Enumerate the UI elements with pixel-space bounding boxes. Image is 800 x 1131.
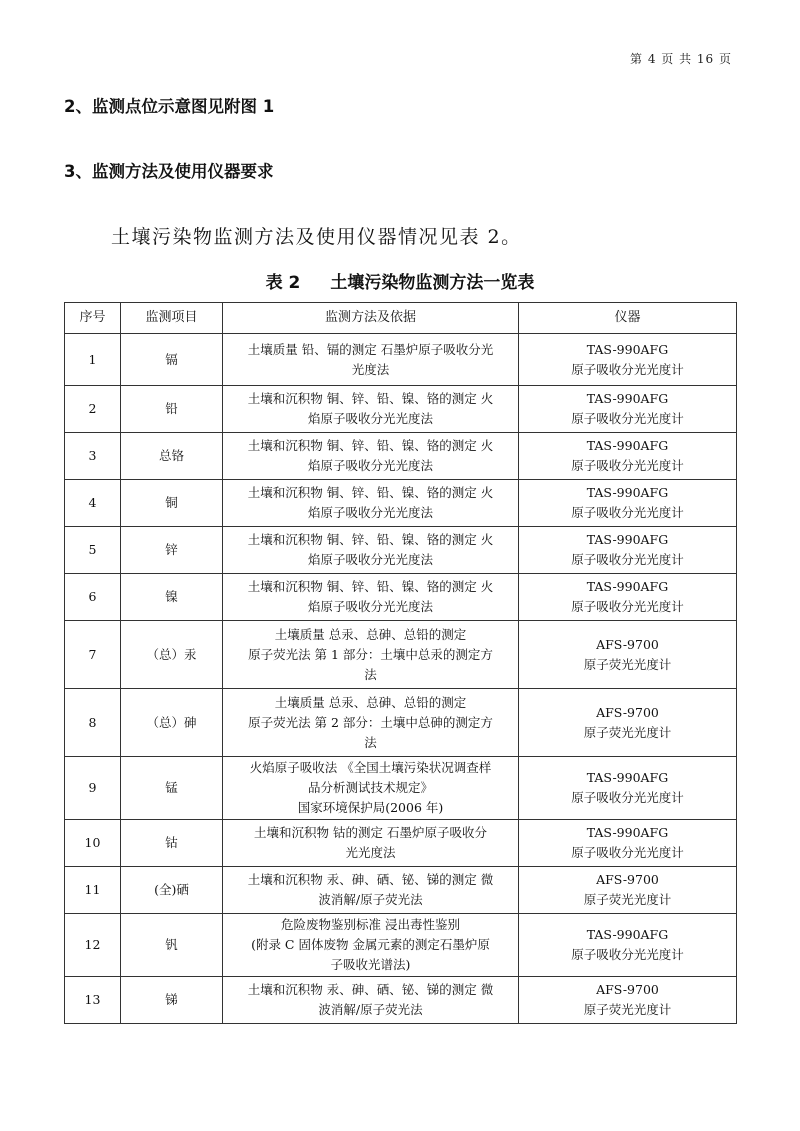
method-line: 土壤和沉积物 铜、锌、铅、镍、铬的测定 火 bbox=[247, 438, 494, 453]
instrument-name: 原子吸收分光光度计 bbox=[571, 947, 684, 962]
instrument-model: TAS-990AFG bbox=[586, 532, 669, 547]
method-line: 波消解/原子荧光法 bbox=[318, 892, 423, 907]
monitoring-item: （总）汞 bbox=[121, 621, 223, 689]
method-line: 品分析测试技术规定》 bbox=[307, 780, 433, 795]
method-line: 焰原子吸收分光光度法 bbox=[307, 505, 433, 520]
monitoring-item: 铜 bbox=[121, 480, 223, 527]
instrument-cell bbox=[519, 480, 737, 527]
header-instrument: 仪器 bbox=[519, 303, 737, 334]
table-row bbox=[65, 621, 737, 689]
table-body bbox=[65, 334, 737, 1024]
method-cell bbox=[223, 480, 519, 527]
row-number: 5 bbox=[65, 527, 121, 574]
monitoring-methods-table bbox=[64, 302, 737, 1024]
row-number: 4 bbox=[65, 480, 121, 527]
monitoring-item: 钒 bbox=[121, 914, 223, 977]
method-cell bbox=[223, 433, 519, 480]
method-line: 土壤和沉积物 铜、锌、铅、镍、铬的测定 火 bbox=[247, 579, 494, 594]
method-line: 土壤和沉积物 铜、锌、铅、镍、铬的测定 火 bbox=[247, 485, 494, 500]
instrument-name: 原子吸收分光光度计 bbox=[571, 505, 684, 520]
instrument-cell bbox=[519, 574, 737, 621]
method-line: 焰原子吸收分光光度法 bbox=[307, 599, 433, 614]
instrument-name: 原子吸收分光光度计 bbox=[571, 599, 684, 614]
method-line: 原子荧光法 第 1 部分：土壤中总汞的测定方 bbox=[248, 646, 493, 662]
instrument-name: 原子荧光光度计 bbox=[583, 892, 672, 907]
method-line: (附录 C 固体废物 金属元素的测定石墨炉原 bbox=[251, 937, 490, 952]
table-row bbox=[65, 757, 737, 820]
instrument-model: TAS-990AFG bbox=[586, 341, 669, 357]
method-cell bbox=[223, 757, 519, 820]
method-line: 子吸收光谱法) bbox=[330, 957, 411, 972]
method-line: 法 bbox=[364, 734, 377, 750]
instrument-name: 原子吸收分光光度计 bbox=[571, 552, 684, 567]
row-number: 12 bbox=[65, 914, 121, 977]
monitoring-item: 镍 bbox=[121, 574, 223, 621]
row-number: 1 bbox=[65, 334, 121, 386]
row-number: 9 bbox=[65, 757, 121, 820]
table-row bbox=[65, 433, 737, 480]
method-line: 土壤质量 铅、镉的测定 石墨炉原子吸收分光 bbox=[247, 341, 494, 357]
intro-paragraph: 土壤污染物监测方法及使用仪器情况见表 2。 bbox=[111, 226, 522, 248]
page-number: 第 4 页 共 16 页 bbox=[630, 52, 732, 66]
instrument-name: 原子吸收分光光度计 bbox=[571, 411, 684, 426]
table-name: 土壤污染物监测方法一览表 bbox=[330, 273, 535, 293]
instrument-cell bbox=[519, 867, 737, 914]
method-cell bbox=[223, 867, 519, 914]
instrument-cell bbox=[519, 621, 737, 689]
method-line: 火焰原子吸收法 《全国土壤污染状况调查样 bbox=[249, 760, 492, 775]
table-row bbox=[65, 689, 737, 757]
instrument-model: TAS-990AFG bbox=[586, 927, 669, 942]
monitoring-item: 锑 bbox=[121, 977, 223, 1024]
method-cell bbox=[223, 914, 519, 977]
table-row bbox=[65, 334, 737, 386]
method-line: 光光度法 bbox=[345, 845, 396, 860]
header-item: 监测项目 bbox=[121, 303, 223, 334]
method-line: 焰原子吸收分光光度法 bbox=[307, 552, 433, 567]
method-line: 土壤和沉积物 汞、砷、硒、铋、锑的测定 微 bbox=[247, 982, 494, 997]
row-number: 11 bbox=[65, 867, 121, 914]
instrument-cell bbox=[519, 757, 737, 820]
row-number: 8 bbox=[65, 689, 121, 757]
method-line: 土壤质量 总汞、总砷、总铅的测定 bbox=[274, 626, 467, 642]
method-line: 光度法 bbox=[351, 361, 390, 377]
method-cell bbox=[223, 621, 519, 689]
instrument-model: TAS-990AFG bbox=[586, 825, 669, 840]
section-3-heading: 3、监测方法及使用仪器要求 bbox=[64, 162, 274, 181]
method-cell bbox=[223, 334, 519, 386]
table-row bbox=[65, 977, 737, 1024]
method-line: 土壤和沉积物 铜、锌、铅、镍、铬的测定 火 bbox=[247, 391, 494, 406]
row-number: 7 bbox=[65, 621, 121, 689]
row-number: 3 bbox=[65, 433, 121, 480]
instrument-name: 原子荧光光度计 bbox=[583, 656, 672, 672]
instrument-name: 原子吸收分光光度计 bbox=[571, 458, 684, 473]
method-line: 法 bbox=[364, 666, 377, 682]
table-row bbox=[65, 914, 737, 977]
instrument-model: TAS-990AFG bbox=[586, 438, 669, 453]
table-row bbox=[65, 386, 737, 433]
monitoring-item: 总铬 bbox=[121, 433, 223, 480]
method-cell bbox=[223, 689, 519, 757]
table-row bbox=[65, 574, 737, 621]
method-cell bbox=[223, 527, 519, 574]
table-row bbox=[65, 527, 737, 574]
header-no: 序号 bbox=[65, 303, 121, 334]
monitoring-item: 锰 bbox=[121, 757, 223, 820]
instrument-model: AFS-9700 bbox=[596, 704, 659, 720]
instrument-model: AFS-9700 bbox=[596, 872, 659, 887]
instrument-cell bbox=[519, 527, 737, 574]
instrument-name: 原子荧光光度计 bbox=[583, 724, 672, 740]
table-header-row bbox=[65, 303, 737, 334]
instrument-cell bbox=[519, 386, 737, 433]
row-number: 6 bbox=[65, 574, 121, 621]
instrument-model: TAS-990AFG bbox=[586, 485, 669, 500]
monitoring-item: 镉 bbox=[121, 334, 223, 386]
table-title bbox=[0, 268, 800, 293]
method-cell bbox=[223, 820, 519, 867]
method-line: 土壤和沉积物 汞、砷、硒、铋、锑的测定 微 bbox=[247, 872, 494, 887]
method-line: 焰原子吸收分光光度法 bbox=[307, 458, 433, 473]
instrument-cell bbox=[519, 820, 737, 867]
instrument-model: AFS-9700 bbox=[596, 636, 659, 652]
method-line: 焰原子吸收分光光度法 bbox=[307, 411, 433, 426]
method-line: 国家环境保护局(2006 年) bbox=[297, 800, 444, 815]
row-number: 13 bbox=[65, 977, 121, 1024]
row-number: 10 bbox=[65, 820, 121, 867]
instrument-cell bbox=[519, 689, 737, 757]
instrument-model: AFS-9700 bbox=[596, 982, 659, 997]
instrument-name: 原子吸收分光光度计 bbox=[571, 361, 684, 377]
instrument-cell bbox=[519, 977, 737, 1024]
header-method: 监测方法及依据 bbox=[223, 303, 519, 334]
table-row bbox=[65, 867, 737, 914]
monitoring-item: 铅 bbox=[121, 386, 223, 433]
monitoring-item: 锌 bbox=[121, 527, 223, 574]
instrument-model: TAS-990AFG bbox=[586, 391, 669, 406]
row-number: 2 bbox=[65, 386, 121, 433]
method-line: 危险废物鉴别标准 浸出毒性鉴别 bbox=[281, 917, 460, 932]
instrument-name: 原子吸收分光光度计 bbox=[571, 845, 684, 860]
method-line: 原子荧光法 第 2 部分：土壤中总砷的测定方 bbox=[248, 714, 493, 730]
method-line: 土壤和沉积物 钴的测定 石墨炉原子吸收分 bbox=[254, 825, 487, 840]
instrument-name: 原子荧光光度计 bbox=[583, 1002, 672, 1017]
table-row bbox=[65, 480, 737, 527]
monitoring-item: (全)硒 bbox=[121, 867, 223, 914]
instrument-model: TAS-990AFG bbox=[586, 579, 669, 594]
instrument-name: 原子吸收分光光度计 bbox=[571, 790, 684, 805]
method-line: 波消解/原子荧光法 bbox=[318, 1002, 423, 1017]
section-2-heading: 2、监测点位示意图见附图 1 bbox=[64, 97, 275, 116]
method-line: 土壤质量 总汞、总砷、总铅的测定 bbox=[274, 694, 467, 710]
monitoring-item: 钴 bbox=[121, 820, 223, 867]
method-cell bbox=[223, 386, 519, 433]
instrument-cell bbox=[519, 914, 737, 977]
method-cell bbox=[223, 574, 519, 621]
instrument-model: TAS-990AFG bbox=[586, 770, 669, 785]
method-cell bbox=[223, 977, 519, 1024]
method-line: 土壤和沉积物 铜、锌、铅、镍、铬的测定 火 bbox=[247, 532, 494, 547]
table-row bbox=[65, 820, 737, 867]
monitoring-item: （总）砷 bbox=[121, 689, 223, 757]
table-number: 表 2 bbox=[265, 273, 301, 293]
instrument-cell bbox=[519, 433, 737, 480]
instrument-cell bbox=[519, 334, 737, 386]
